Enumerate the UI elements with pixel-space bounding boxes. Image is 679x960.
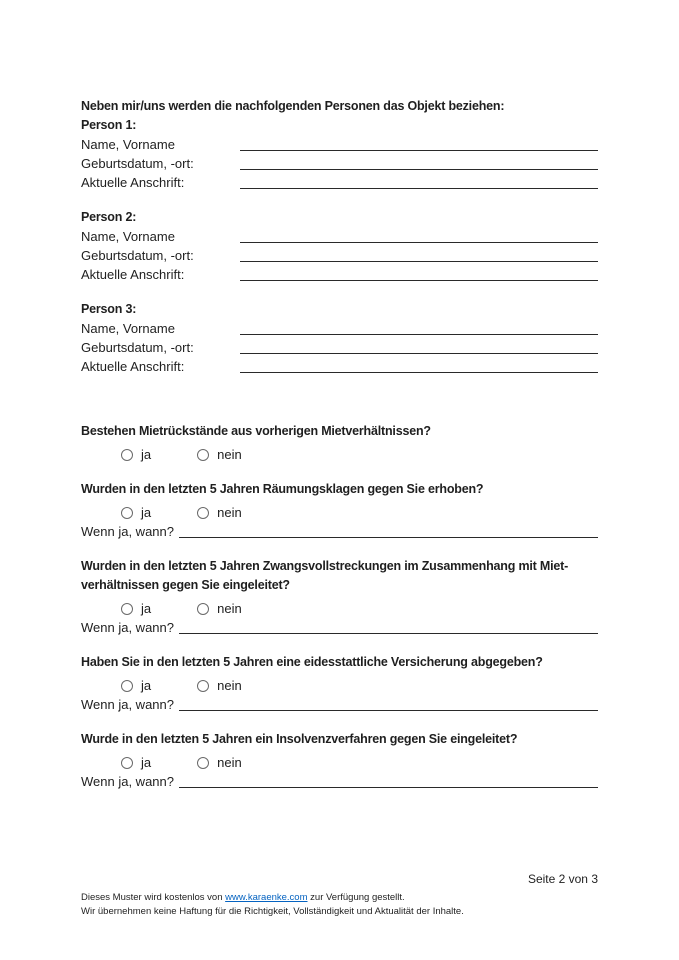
person-3-title: Person 3: xyxy=(81,302,137,316)
option-nein-label: nein xyxy=(217,601,242,616)
question-insolvency-options xyxy=(121,753,598,772)
option-ja-label: ja xyxy=(141,678,152,693)
footer-line-2: Wir übernehmen keine Haftung für die Richtigkeit, Vollständigkeit und Aktualität der Inhalte. xyxy=(81,905,464,917)
birthdate-label: Geburtsdatum, -ort: xyxy=(81,156,194,171)
option-nein-label: nein xyxy=(217,678,242,693)
radio-nein-icon[interactable] xyxy=(197,449,209,461)
person-3-birth-input-line[interactable] xyxy=(240,338,598,354)
questions-section xyxy=(81,422,598,791)
address-label: Aktuelle Anschrift: xyxy=(81,175,185,190)
person-2-name-row xyxy=(81,227,598,246)
option-ja xyxy=(121,503,151,522)
radio-ja-icon[interactable] xyxy=(121,603,133,615)
footer-line-1-prefix: Dieses Muster wird kostenlos von xyxy=(81,892,226,903)
person-block-3 xyxy=(81,300,598,376)
option-ja-label: ja xyxy=(141,505,152,520)
option-nein-label: nein xyxy=(217,447,242,462)
declaration-when-input-line[interactable] xyxy=(179,695,598,711)
person-3-birth-row xyxy=(81,338,598,357)
person-1-name-input-line[interactable] xyxy=(240,135,598,151)
person-3-address-input-line[interactable] xyxy=(240,357,598,373)
question-text: Bestehen Mietrückstände aus vorherigen Mietverhältnissen? xyxy=(81,424,431,438)
person-2-address-row xyxy=(81,265,598,284)
person-1-title: Person 1: xyxy=(81,118,137,132)
name-label: Name, Vorname xyxy=(81,321,175,336)
option-ja xyxy=(121,676,151,695)
person-2-title: Person 2: xyxy=(81,210,137,224)
radio-ja-icon[interactable] xyxy=(121,449,133,461)
footer-line-1-suffix: zur Verfügung gestellt. xyxy=(307,892,405,903)
person-1-birth-row xyxy=(81,154,598,173)
person-block-1 xyxy=(81,116,598,192)
followup-label: Wenn ja, wann? xyxy=(81,697,174,712)
person-3-address-row xyxy=(81,357,598,376)
radio-nein-icon[interactable] xyxy=(197,680,209,692)
person-2-address-input-line[interactable] xyxy=(240,265,598,281)
question-arrears-options xyxy=(121,445,598,464)
question-foreclosures-options xyxy=(121,599,598,618)
question-statutory-declaration xyxy=(81,653,598,714)
address-label: Aktuelle Anschrift: xyxy=(81,267,185,282)
form-content xyxy=(81,97,598,807)
option-ja xyxy=(121,445,151,464)
question-insolvency xyxy=(81,730,598,791)
person-2-birth-row xyxy=(81,246,598,265)
foreclosures-when-input-line[interactable] xyxy=(179,618,598,634)
person-1-name-row xyxy=(81,135,598,154)
question-text-line-1: Wurden in den letzten 5 Jahren Zwangsvollstreckungen im Zusammenhang mit Miet- xyxy=(81,559,569,573)
radio-ja-icon[interactable] xyxy=(121,757,133,769)
name-label: Name, Vorname xyxy=(81,137,175,152)
insolvency-when-input-line[interactable] xyxy=(179,772,598,788)
birthdate-label: Geburtsdatum, -ort: xyxy=(81,248,194,263)
option-ja xyxy=(121,599,151,618)
question-eviction-followup xyxy=(81,522,598,541)
followup-label: Wenn ja, wann? xyxy=(81,620,174,635)
footer-disclaimer xyxy=(81,891,464,918)
footer-line-1 xyxy=(81,891,464,905)
radio-nein-icon[interactable] xyxy=(197,507,209,519)
person-2-name-input-line[interactable] xyxy=(240,227,598,243)
question-declaration-followup xyxy=(81,695,598,714)
question-foreclosures xyxy=(81,557,598,637)
followup-label: Wenn ja, wann? xyxy=(81,774,174,789)
address-label: Aktuelle Anschrift: xyxy=(81,359,185,374)
birthdate-label: Geburtsdatum, -ort: xyxy=(81,340,194,355)
person-3-name-input-line[interactable] xyxy=(240,319,598,335)
eviction-when-input-line[interactable] xyxy=(179,522,598,538)
radio-ja-icon[interactable] xyxy=(121,680,133,692)
question-eviction-suits xyxy=(81,480,598,541)
option-nein xyxy=(197,503,242,522)
name-label: Name, Vorname xyxy=(81,229,175,244)
followup-label: Wenn ja, wann? xyxy=(81,524,174,539)
option-ja-label: ja xyxy=(141,447,152,462)
question-text-line-2: verhältnissen gegen Sie eingeleitet? xyxy=(81,578,290,592)
person-2-birth-input-line[interactable] xyxy=(240,246,598,262)
radio-ja-icon[interactable] xyxy=(121,507,133,519)
person-3-name-row xyxy=(81,319,598,338)
option-nein-label: nein xyxy=(217,755,242,770)
question-foreclosures-followup xyxy=(81,618,598,637)
option-ja xyxy=(121,753,151,772)
person-1-address-input-line[interactable] xyxy=(240,173,598,189)
radio-nein-icon[interactable] xyxy=(197,603,209,615)
karaenke-link[interactable]: www.karaenke.com xyxy=(225,892,308,903)
option-ja-label: ja xyxy=(141,601,152,616)
person-1-birth-input-line[interactable] xyxy=(240,154,598,170)
option-nein xyxy=(197,676,242,695)
question-text: Haben Sie in den letzten 5 Jahren eine eidesstattliche Versicherung abgegeben? xyxy=(81,655,543,669)
option-nein xyxy=(197,599,242,618)
person-1-address-row xyxy=(81,173,598,192)
question-text: Wurde in den letzten 5 Jahren ein Insolvenzverfahren gegen Sie eingeleitet? xyxy=(81,732,518,746)
intro-heading: Neben mir/uns werden die nachfolgenden Personen das Objekt beziehen: xyxy=(81,99,505,113)
option-nein xyxy=(197,753,242,772)
question-declaration-options xyxy=(121,676,598,695)
question-arrears xyxy=(81,422,598,464)
radio-nein-icon[interactable] xyxy=(197,757,209,769)
page-indicator: Seite 2 von 3 xyxy=(527,872,598,886)
option-nein xyxy=(197,445,242,464)
question-insolvency-followup xyxy=(81,772,598,791)
option-ja-label: ja xyxy=(141,755,152,770)
question-eviction-options xyxy=(121,503,598,522)
question-text: Wurden in den letzten 5 Jahren Räumungsklagen gegen Sie erhoben? xyxy=(81,482,484,496)
person-block-2 xyxy=(81,208,598,284)
option-nein-label: nein xyxy=(217,505,242,520)
